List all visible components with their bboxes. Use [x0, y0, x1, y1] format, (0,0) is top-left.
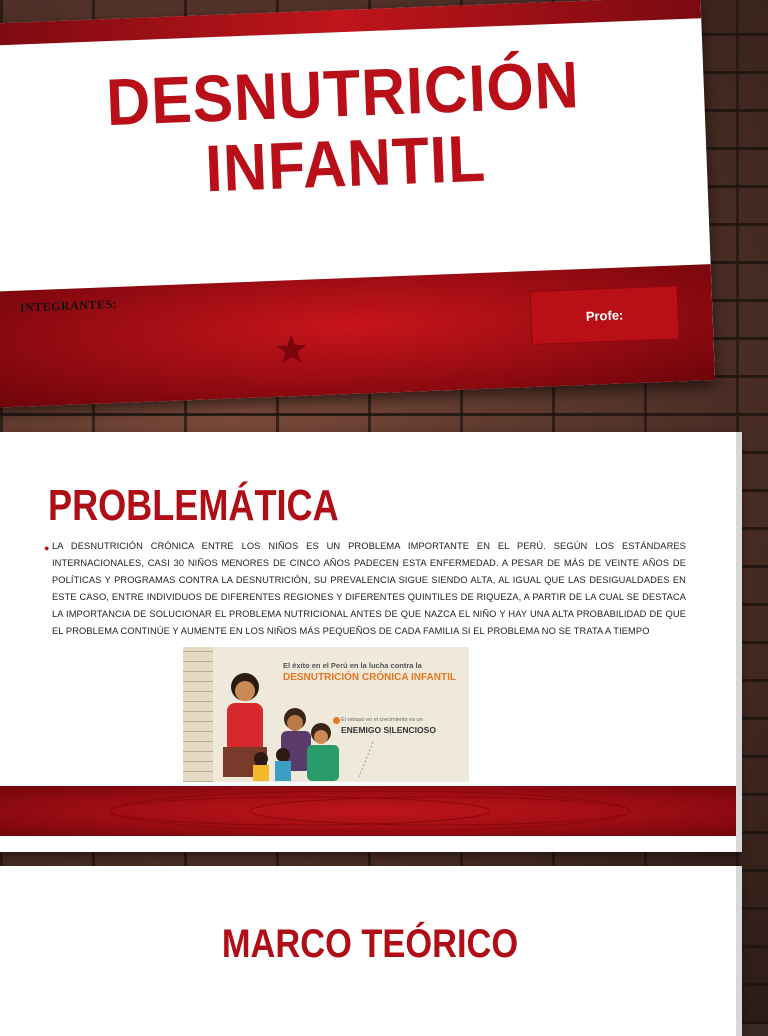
body-text: LA DESNUTRICIÓN CRÓNICA ENTRE LOS NIÑOS ES UN PROBLEMA IMPORTANTE EN EL PERÚ. SEGÚN LOS ESTÁNDARES INTERNACIONALES, CASI 30 NIÑOS MENORES DE CINCO AÑOS PADECEN ESTA ENFERMEDAD. A PESAR DE MÁS DE VEINTE AÑOS DE POLÍTICAS Y PROGRAMAS CONTRA LA DESNUTRICIÓN, SU PREVALENCIA SIGUE SIENDO ALTA, AL IGUAL QUE LAS DESIGUALDADES EN ESTE CASO, ENTRE INDIVIDUOS DE DIFERENTES REGIONES Y DIFERENTES QUINTILES DE RIQUEZA, A PARTIR DE LA CUAL SE DESTACA LA IMPORTANCIA DE SOLUCIONAR EL PROBLEMA NUTRICIONAL ANTES DE QUE NAZCA EL NIÑO Y HAY UNA ALTA PROBABILIDAD DE QUE EL PROBLEMA CONTINÚE Y AUMENTE EN LOS NIÑOS MÁS PEQUEÑOS DE CADA FAMILIA SI EL PROBLEMA NO SE TRATA A TIEMPO [52, 541, 686, 636]
orange-dot-icon [333, 717, 340, 724]
marco-teorico-slide [0, 866, 740, 1036]
problematica-slide [0, 432, 740, 852]
title-slide [0, 0, 715, 408]
profe-box [530, 285, 680, 345]
image-caption-title: DESNUTRICIÓN CRÓNICA INFANTIL [283, 672, 456, 683]
slide-title: MARCO TEÓRICO [221, 922, 519, 966]
slide-title: PROBLEMÁTICA [48, 481, 339, 530]
slide-edge [736, 866, 742, 1036]
red-footer-band [0, 786, 740, 836]
ellipse-pattern [0, 786, 740, 836]
title-line-1: DESNUTRICIÓN [104, 47, 581, 140]
slide-edge [736, 432, 742, 852]
image-caption-enemy: ENEMIGO SILENCIOSO [341, 725, 436, 735]
image-caption-small: El retraso en el crecimiento es un [341, 717, 423, 723]
bullet-icon: ● [44, 543, 50, 553]
image-caption-top: El éxito en el Perú en la lucha contra la [283, 661, 422, 670]
star-icon: ★ [272, 327, 311, 373]
title-line-2: INFANTIL [203, 120, 488, 206]
profe-label: Profe: [585, 306, 624, 324]
slide-title [10, 45, 679, 210]
integrantes-label: INTEGRANTES: [19, 296, 118, 315]
infographic-image [183, 647, 469, 782]
